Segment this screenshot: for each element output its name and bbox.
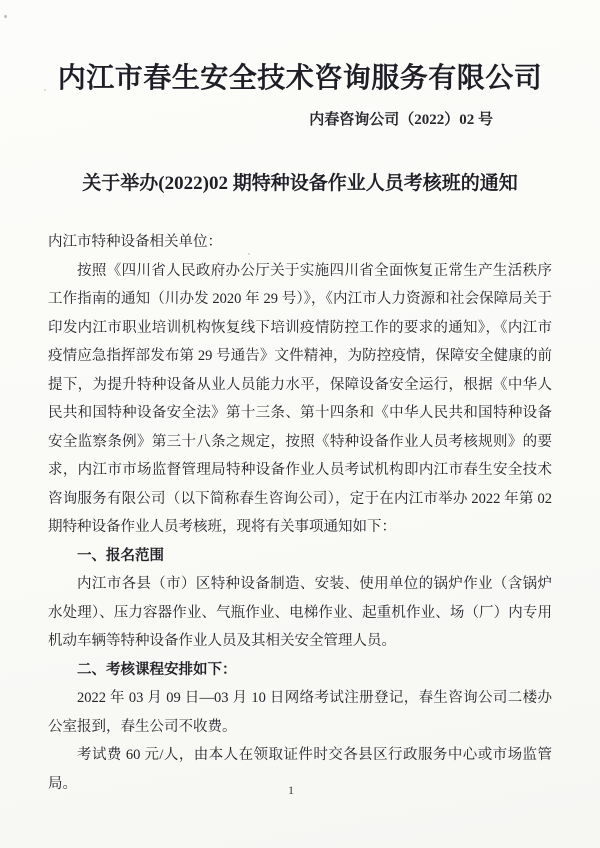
section-heading: 一、报名范围	[77, 547, 164, 564]
section-heading: 二、考核课程安排如下：	[77, 661, 237, 678]
body-paragraph: 2022 年 03 月 09 日—03 月 10 日网络考试注册登记，春生咨询公司二楼办公室报到，春生公司不收费。	[48, 690, 552, 735]
body-paragraph: 考试费 60 元/人，由本人在领取证件时交各县区行政服务中心或市场监管局。	[48, 747, 552, 792]
notice-title: 关于举办(2022)02 期特种设备作业人员考核班的通知	[82, 173, 518, 194]
salutation: 内江市特种设备相关单位：	[48, 234, 222, 250]
body-paragraph: 按照《四川省人民政府办公厅关于实施四川省全面恢复正常生产生活秩序工作指南的通知（川办发 2020 年 29 号）》，《内江市人力资源和社会保障局关于印发内江市职业培训机构恢复线下培训疫情防控工作的要求的通知》，《内江市疫情应急指挥部发布第 29 号通告》文件精神，为防控疫情，保障安全健康的前提下，为提升特种设备从业人员能力水平，保障设备安全运行，根据《中华人民共和国特种设备安全法》第十三条、第十四条和《中华人民共和国特种设备安全监察条例》第三十八条之规定，按照《特种设备作业人员考核规则》的要求，内江市市场监督管理局特种设备作业人员考试机构即内江市春生安全技术咨询服务有限公司（以下简称春生咨询公司），定于在内江市举办 2022 年第 02 期特种设备作业人员考核班，现将有关事项通知如下：	[48, 262, 552, 535]
scan-speck	[4, 15, 7, 18]
body-paragraphs	[48, 257, 552, 799]
company-title: 内江市春生安全技术咨询服务有限公司	[57, 63, 543, 94]
scan-speck	[248, 253, 250, 255]
scan-speck	[44, 89, 46, 91]
page-number: 1	[288, 783, 294, 797]
doc-number: 内春咨询公司（2022）02 号	[309, 112, 493, 128]
notice-body	[48, 228, 552, 798]
body-paragraph: 内江市各县（市）区特种设备制造、安装、使用单位的锅炉作业（含锅炉水处理）、压力容器作业、气瓶作业、电梯作业、起重机作业、场（厂）内专用机动车辆等特种设备作业人员及其相关安全管理人员。	[48, 576, 552, 649]
